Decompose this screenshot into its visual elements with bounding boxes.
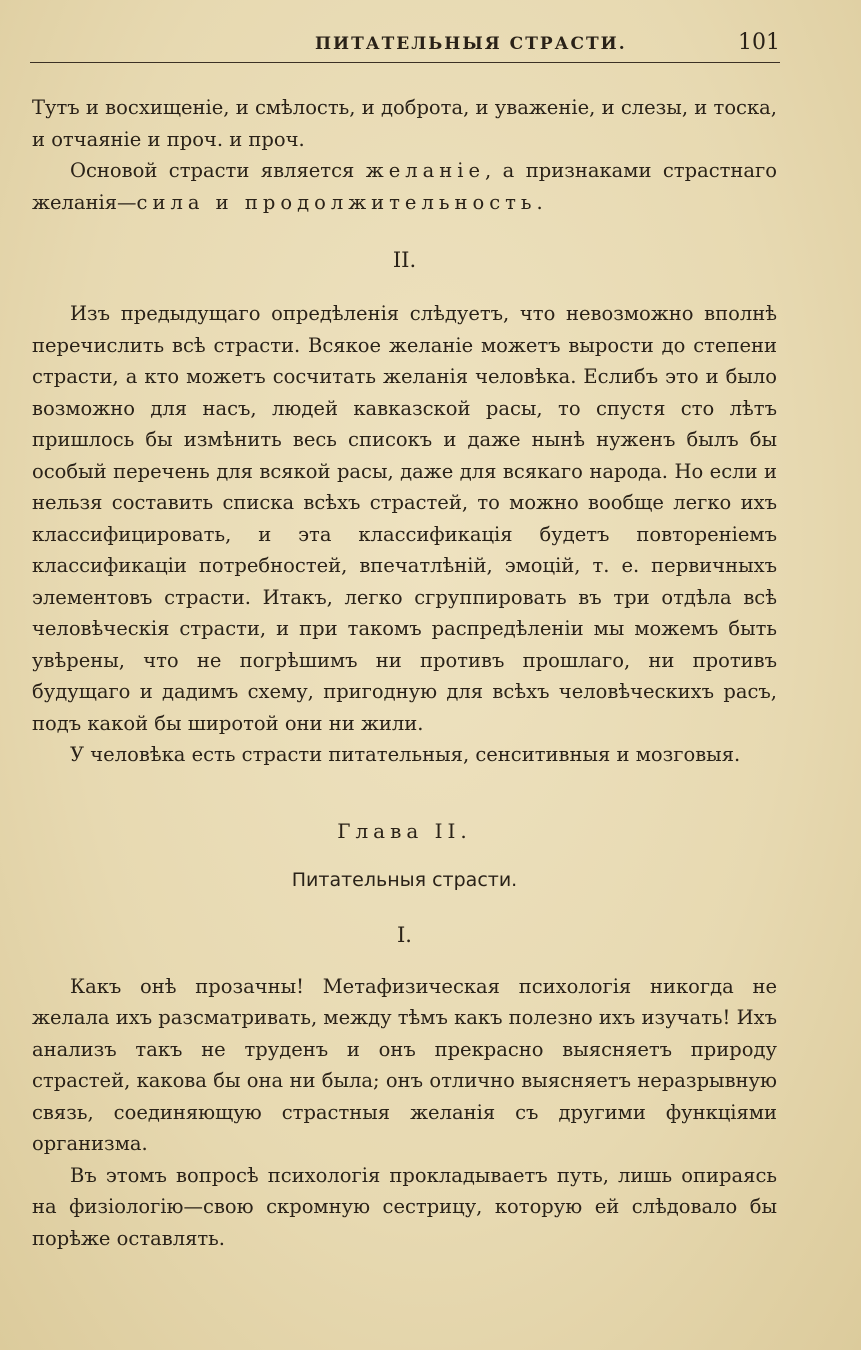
paragraph-continued: Тутъ и восхищеніе, и смѣлость, и доброта, и уваженіе, и слезы, и тоска, и отчаяніе и проч. и проч. [32, 96, 777, 151]
paragraph-desire-text-e: . [536, 190, 543, 214]
paragraph-desire-text-c: , а признаками страстнаго желанія— [32, 159, 777, 214]
paragraph-nutritive: Какъ онѣ прозачны! Метафизическая психологія никогда не желала ихъ разсматривать, между тѣмъ какъ полезно ихъ изучать! Ихъ анализъ такъ не труденъ и онъ прекрасно выясняетъ природу страстей, какова бы она ни была; онъ отлично выясняетъ неразрывную связь, соединяющую страстныя желанія съ другими функціями организма. [32, 974, 777, 1155]
paragraph-desire [32, 155, 777, 218]
paragraph-desire-text-a: Основой страсти является [70, 159, 366, 182]
header-rule [30, 62, 780, 63]
emphasis-strength-duration: сила и продолжительность [136, 190, 537, 214]
page-body [32, 92, 777, 1254]
paragraph-physiology: Въ этомъ вопросѣ психологія прокладываетъ путь, лишь опираясь на физіологію—свою скромную сестрицу, которую ей слѣдовало бы порѣже оставлять. [32, 1163, 777, 1250]
paragraph-passions-kinds: У человѣка есть страсти питательныя, сенситивныя и мозговыя. [70, 743, 741, 766]
page-number: 101 [738, 30, 780, 55]
running-head [30, 30, 780, 58]
emphasis-desire: желаніе [365, 159, 486, 182]
section-heading-i: I. [397, 922, 412, 947]
chapter-heading: Глава II. [337, 818, 472, 843]
section-heading-ii: II. [392, 248, 417, 272]
running-title: ПИТАТЕЛЬНЫЯ СТРАСТИ. [315, 34, 627, 54]
chapter-title: Питательныя страсти. [291, 868, 518, 891]
paragraph-classification: Изъ предыдущаго опредѣленія слѣдуетъ, что невозможно вполнѣ перечислить всѣ страсти. Всякое желаніе можетъ вырости до степени страсти, а кто можетъ сосчитать желанія человѣка. Еслибъ это и было возможно для насъ, людей кавказской расы, то спустя сто лѣтъ пришлось бы измѣнить весь списокъ и даже нынѣ нуженъ былъ бы особый перечень для всякой расы, даже для всякаго народа. Но если и нельзя составить списка всѣхъ страстей, то можно вообще легко ихъ классифицировать, и эта классификація будетъ повтореніемъ классификаціи потребностей, впечатлѣній, эмоцій, т. е. первичныхъ элементовъ страсти. Итакъ, легко сгруппировать въ три отдѣла всѣ человѣческія страсти, и при такомъ распредѣленіи мы можемъ быть увѣрены, что не погрѣшимъ ни противъ прошлаго, ни противъ будущаго и дадимъ схему, пригодную для всѣхъ человѣческихъ расъ, подъ какой бы широтой они ни жили. [32, 302, 777, 735]
